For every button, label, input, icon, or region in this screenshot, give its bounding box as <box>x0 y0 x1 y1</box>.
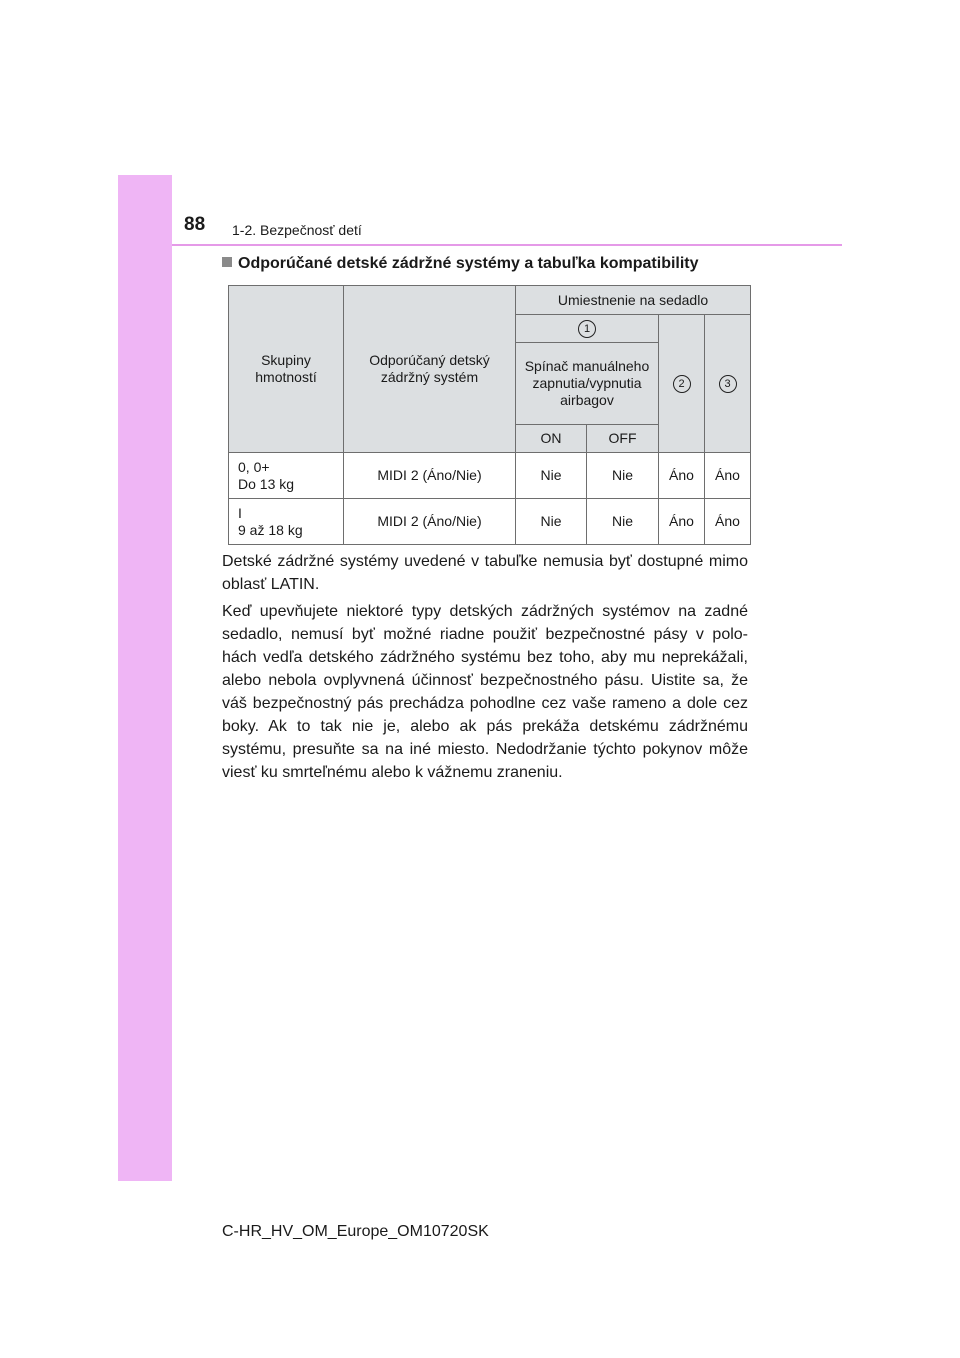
seat-2-badge: 2 <box>673 375 691 393</box>
header-seat-placement: Umiestnenie na sedadlo <box>516 286 751 315</box>
section-title: 1-2. Bezpečnosť detí <box>232 222 362 238</box>
table-row <box>229 499 751 545</box>
restraint-system-cell: MIDI 2 (Áno/Nie) <box>344 453 516 499</box>
seat-3-cell: Áno <box>705 453 751 499</box>
airbag-off-cell: Nie <box>587 499 659 545</box>
seat-1-badge: 1 <box>578 320 596 338</box>
airbag-on-cell: Nie <box>516 499 587 545</box>
heading-text: Odporúčané detské zádržné systémy a tabuľka kompatibility <box>238 255 699 272</box>
section-heading <box>222 255 699 273</box>
airbag-on-cell: Nie <box>516 453 587 499</box>
header-on: ON <box>516 425 587 453</box>
paragraph-seatbelt-warning: Keď upevňujete niektoré typy detských zádržných systémov na zadné sedadlo, nemusí byť možné riadne použiť bezpečnostné pásy v polo- hách vedľa detského zádržného systému bez toho, aby mu neprekážali, alebo nebola ovplyvnená účinnosť bezpečnostného pásu. Uistite sa, že váš bezpečnostný pás prechádza pohodlne cez vaše rameno a dole cez boky. Ak to tak nie je, alebo ak pás prekáža detskému zádržnému systému, presuňte sa na iné miesto. Nedodržanie týchto pokynov môže viesť ku smrteľnému alebo k vážnemu zraneniu. <box>222 603 748 781</box>
table-row <box>229 453 751 499</box>
document-code-footer: C-HR_HV_OM_Europe_OM10720SK <box>222 1223 489 1240</box>
square-bullet-icon <box>222 257 232 267</box>
weight-group-cell: 0, 0+ Do 13 kg <box>229 453 344 499</box>
header-seat-3 <box>705 315 751 453</box>
weight-group-cell: I 9 až 18 kg <box>229 499 344 545</box>
chapter-tab-bar <box>118 175 172 1181</box>
header-airbag-switch: Spínač manuálneho zapnutia/vypnutia airbagov <box>516 343 659 425</box>
airbag-off-cell: Nie <box>587 453 659 499</box>
header-off: OFF <box>587 425 659 453</box>
restraint-system-cell: MIDI 2 (Áno/Nie) <box>344 499 516 545</box>
header-weight-group: Skupiny hmotností <box>229 286 344 453</box>
header-rule <box>172 244 842 246</box>
header-seat-1 <box>516 315 659 343</box>
compatibility-table <box>228 285 751 545</box>
header-seat-2 <box>659 315 705 453</box>
seat-2-cell: Áno <box>659 499 705 545</box>
seat-3-cell: Áno <box>705 499 751 545</box>
page-number: 88 <box>184 214 206 235</box>
seat-2-cell: Áno <box>659 453 705 499</box>
seat-3-badge: 3 <box>719 375 737 393</box>
header-restraint-system: Odporúčaný detský zádržný systém <box>344 286 516 453</box>
paragraph-availability: Detské zádržné systémy uvedené v tabuľke nemusia byť dostupné mimo oblasť LATIN. <box>222 553 748 593</box>
